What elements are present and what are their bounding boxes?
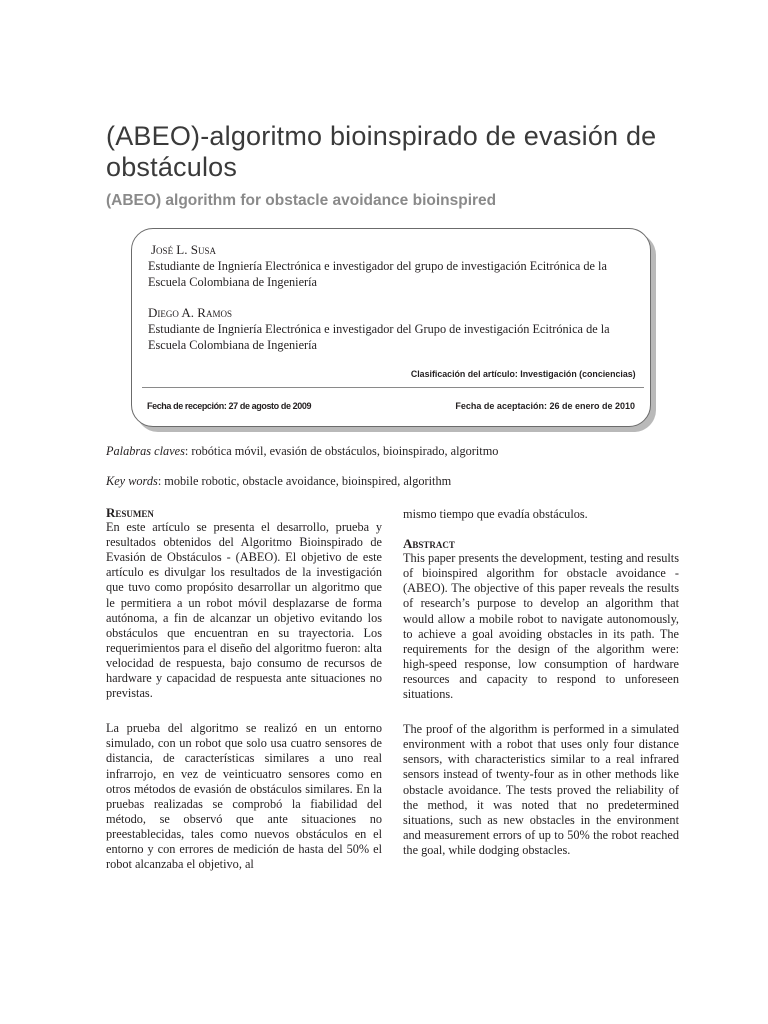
- left-column: [106, 505, 382, 872]
- right-column: [403, 507, 679, 858]
- keywords-text: : mobile robotic, obstacle avoidance, bioinspired, algorithm: [157, 474, 452, 488]
- paper-title: (ABEO)-algoritmo bioinspirado de evasión de obstáculos: [106, 121, 657, 182]
- resumen-paragraph: En este artículo se presenta el desarrollo, prueba y resultados obtenidos del Algoritmo Bioinspirado de Evasión de Obstáculos - (ABEO). El objetivo de este artículo es divulgar los resultados de la investigación que tuvo como propósito desarrollar un algoritmo que le permitiera a un robot móvil desplazarse de forma autónoma, a fin de alcanzar un objetivo evitando los obstáculos que encuentran en su trayectoria. Los requerimientos para el diseño del algoritmo fueron: alta velocidad de respuesta, bajo consumo de recursos de hardware y capacidad de respuesta ante situaciones no previstas.: [106, 520, 382, 701]
- author-name: José L. Susa: [151, 242, 216, 257]
- keywords-text: : robótica móvil, evasión de obstáculos, bioinspirado, algoritmo: [184, 444, 499, 458]
- resumen-heading: Resumen: [106, 505, 154, 520]
- resumen-paragraph: La prueba del algoritmo se realizó en un entorno simulado, con un robot que solo usa cuatro sensores de distancia, de características similares a uno real infrarrojo, en vez de veinticuatro sensores como en otros métodos de evasión de obstáculos similares. En la pruebas realizadas se comprobó la fiabilidad del método, se observó que ante situaciones no preestablecidas, tales como nuevos obstáculos en el entorno y con errores de medición de hasta del 50% el robot alcanzaba el objetivo, al: [106, 721, 382, 872]
- paper-subtitle: (ABEO) algorithm for obstacle avoidance bioinspired: [106, 192, 497, 209]
- authors-box: [131, 228, 651, 427]
- article-classification: Clasificación del artículo: Investigación (conciencias): [411, 369, 636, 379]
- author-block: [148, 305, 643, 353]
- author-affiliation: Estudiante de Ingniería Electrónica e investigador del grupo de investigación Ecitrónica de la Escuela Colombiana de Ingeniería: [148, 259, 607, 289]
- divider: [142, 387, 644, 388]
- accepted-date: Fecha de aceptación: 26 de enero de 2010: [455, 401, 635, 411]
- author-name: Diego A. Ramos: [148, 305, 232, 320]
- keywords-label: Palabras claves: [106, 444, 185, 458]
- author-affiliation: Estudiante de Ingniería Electrónica e investigador del Grupo de investigación Ecitrónica de la Escuela Colombiana de Ingeniería: [148, 322, 610, 352]
- received-date: Fecha de recepción: 27 de agosto de 2009: [147, 401, 312, 411]
- resumen-paragraph-continued: mismo tiempo que evadía obstáculos.: [403, 507, 588, 521]
- abstract-heading: Abstract: [403, 536, 455, 552]
- keywords-english: [106, 474, 451, 489]
- keywords-spanish: [106, 444, 498, 459]
- author-block: [148, 242, 643, 290]
- abstract-paragraph: This paper presents the development, testing and results of bioinspired algorithm for obstacle avoidance - (ABEO). The objective of this paper reveals the results of research’s purpose to develop an algorithm that would allow a mobile robot to navigate autonomously, to achieve a goal avoiding obstacles in its path. The requirements for the design of the algorithm were: high-speed response, low consumption of hardware resources and capacity to respond to unforeseen situations.: [403, 551, 679, 702]
- keywords-label: Key words: [106, 474, 158, 488]
- abstract-paragraph: The proof of the algorithm is performed in a simulated environment with a robot that uses only four distance sensors, with characteristics similar to a real infrared sensors instead of twenty-four as in other methods like obstacle avoidance. The tests proved the reliability of the method, it was noted that no predetermined situations, such as new obstacles in the environment and measurement errors of up to 50% the robot reached the goal, while dodging obstacles.: [403, 722, 679, 857]
